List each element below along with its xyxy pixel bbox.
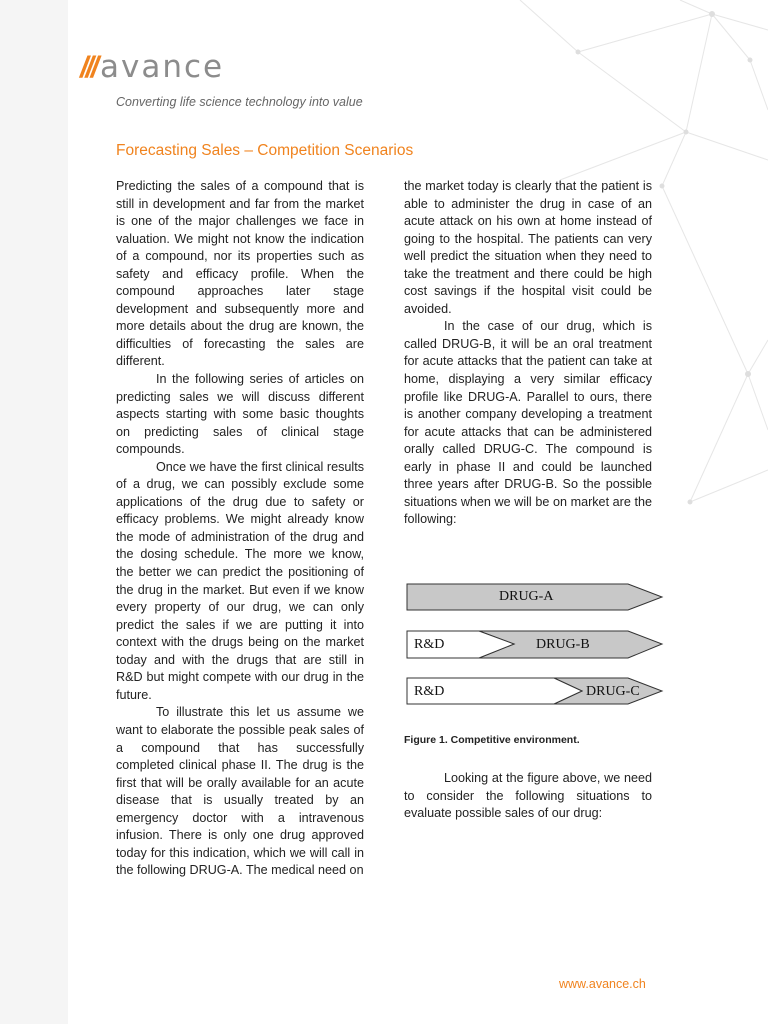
drug-c-rd-label: R&D <box>414 684 445 699</box>
paragraph: Looking at the figure above, we need to consider the following situations to evaluate possible sales of our drug: <box>404 771 652 821</box>
tagline: Converting life science technology into value <box>116 95 363 109</box>
article-title: Forecasting Sales – Competition Scenarios <box>116 142 414 159</box>
paragraph: Predicting the sales of a compound that is still in development and far from the market is one of the major challenges we face in valuation. We might not know the indication of a compound, nor its properties such as safety and efficacy profile. When the compound approaches later stage development and subsequently more and more details about the drug are known, the difficulties of forecasting the sales are different. <box>116 179 364 369</box>
drug-c-label: DRUG-C <box>586 684 640 699</box>
left-text-column <box>116 178 364 880</box>
paragraph: In the following series of articles on predicting sales we will discuss different aspects starting with some basic thoughts on predicting sales of clinical stage compounds. <box>116 372 364 457</box>
footer-website-link[interactable]: www.avance.ch <box>559 977 646 991</box>
paragraph: Once we have the first clinical results of a drug, we can possibly exclude some applications of the drug due to safety or efficacy problems. We might already know the mode of administration of the drug and the dosing schedule. The more we know, the better we can predict the positioning of the drug in the market. But even if we know every property of our drug, we can only predict the sales if we are putting it into context with the drugs being on the market today and with the drugs that are still in R&D but might compete with our drug in the future. <box>116 459 364 702</box>
paragraph: To illustrate this let us assume we want to elaborate the possible peak sales of a compound that has successfully completed clinical phase II. The drug is the first that will be orally available for an acute disease that is usually treated by an emergency doctor with a intravenous infusion. There is only one drug approved today for this indication, which we will call in the following DRUG-A. The medical need on <box>116 705 364 878</box>
paragraph: the market today is clearly that the patient is able to administer the drug in case of an acute attack on his own at home instead of going to the hospital. The patients can very well predict the situation when they need to take the treatment and there could be high cost savings if the hospital visit could be avoided. <box>404 179 652 316</box>
drug-b-rd-label: R&D <box>414 637 445 652</box>
right-text-column <box>404 178 652 529</box>
figure-row-drug-b <box>407 631 662 658</box>
paragraph: In the case of our drug, which is called DRUG-B, it will be an oral treatment for acute attacks that the patient can take at home, displaying a very similar efficacy profile like DRUG-A. Parallel to ours, there is another company developing a treatment for acute attacks that can be administered orally called DRUG-C. The compound is early in phase II and could be launched three years after DRUG-B. So the possible situations when we will be on market are the following: <box>404 319 652 527</box>
logo-wordmark: avance <box>100 49 225 85</box>
competitive-environment-figure <box>404 580 666 710</box>
figure-caption: Figure 1. Competitive environment. <box>404 734 580 746</box>
avance-logo <box>80 49 225 85</box>
drug-b-label: DRUG-B <box>536 637 590 652</box>
figure-row-drug-a <box>407 584 662 610</box>
right-text-column-continued <box>404 770 652 823</box>
drug-a-label: DRUG-A <box>499 589 554 604</box>
figure-row-drug-c <box>407 678 662 704</box>
logo-slashes: /// <box>80 50 97 84</box>
